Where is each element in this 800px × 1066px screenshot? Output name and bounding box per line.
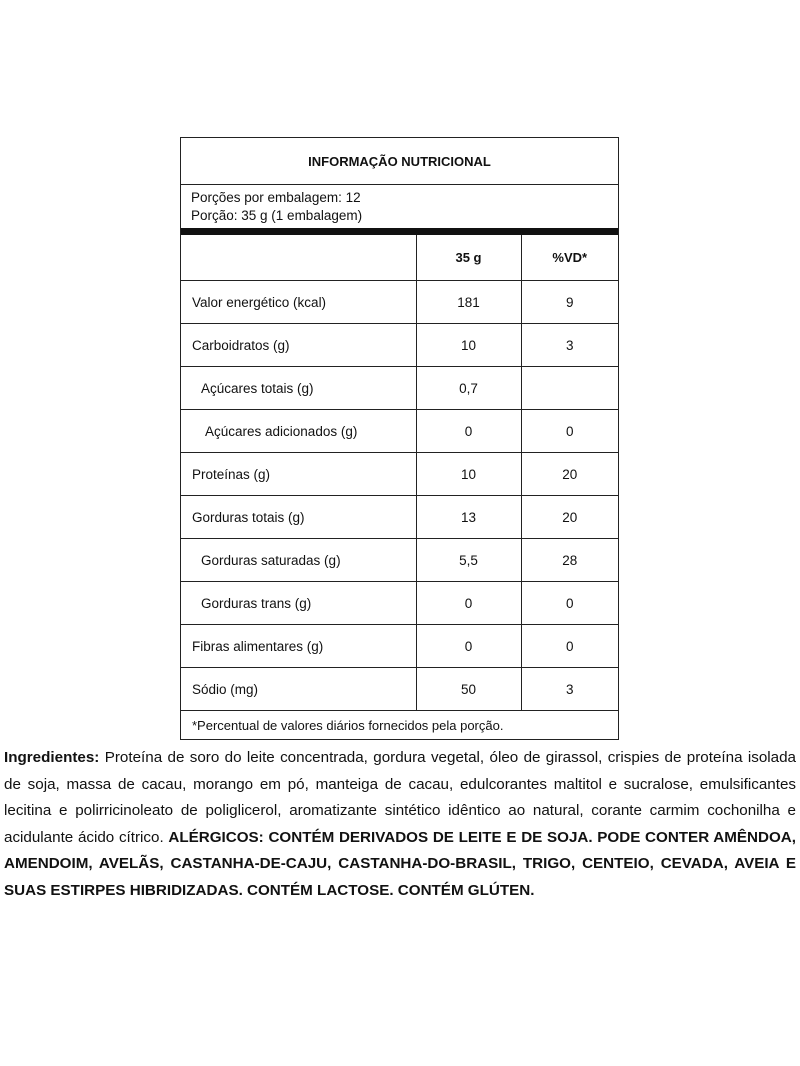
table-row [181, 367, 618, 410]
table-row [181, 281, 618, 324]
ingredients-heading: Ingredientes: [4, 749, 100, 766]
nutrition-facts-label [180, 137, 619, 740]
nutrient-amount: 50 [416, 668, 521, 711]
nutrient-name: Açúcares totais (g) [181, 367, 416, 410]
nutrient-amount: 0 [416, 582, 521, 625]
nutrient-amount: 181 [416, 281, 521, 324]
nutrient-name: Fibras alimentares (g) [181, 625, 416, 668]
table-row [181, 539, 618, 582]
servings-per-package: Porções por embalagem: 12 [191, 190, 361, 205]
table-row [181, 496, 618, 539]
nutrition-table [181, 235, 618, 711]
nutrient-dv: 0 [521, 582, 618, 625]
nutrient-amount: 10 [416, 453, 521, 496]
nutrient-dv: 20 [521, 496, 618, 539]
column-header-amount: 35 g [416, 235, 521, 281]
nutrient-amount: 13 [416, 496, 521, 539]
allergens-statement: ALÉRGICOS: CONTÉM DERIVADOS DE LEITE E DE SOJA. PODE CONTER AMÊNDOA, AMENDOIM, AVELÃS, CASTANHA-DE-CAJU, CASTANHA-DO-BRASIL, TRIGO, CENTEIO, CEVADA, AVEIA E SUAS ESTIRPES HIBRIDIZADAS. CONTÉM LACTOSE. CONTÉM GLÚTEN. [4, 828, 796, 899]
table-row [181, 582, 618, 625]
nutrient-amount: 10 [416, 324, 521, 367]
nutrient-dv: 28 [521, 539, 618, 582]
nutrient-amount: 0 [416, 410, 521, 453]
serving-info [181, 185, 618, 235]
table-row [181, 324, 618, 367]
nutrient-name: Valor energético (kcal) [181, 281, 416, 324]
nutrient-dv: 3 [521, 668, 618, 711]
column-header-dv: %VD* [521, 235, 618, 281]
table-row [181, 453, 618, 496]
table-row [181, 668, 618, 711]
nutrient-amount: 0 [416, 625, 521, 668]
nutrient-name: Açúcares adicionados (g) [181, 410, 416, 453]
dv-footnote: *Percentual de valores diários fornecidos pela porção. [192, 717, 504, 733]
nutrient-dv: 9 [521, 281, 618, 324]
nutrient-name: Carboidratos (g) [181, 324, 416, 367]
nutrient-amount: 0,7 [416, 367, 521, 410]
table-row [181, 410, 618, 453]
nutrient-dv [521, 367, 618, 410]
label-title: INFORMAÇÃO NUTRICIONAL [181, 138, 618, 185]
table-header-row [181, 235, 618, 281]
nutrient-dv: 3 [521, 324, 618, 367]
column-header-nutrient [181, 235, 416, 281]
nutrient-name: Proteínas (g) [181, 453, 416, 496]
table-row [181, 625, 618, 668]
nutrient-name: Gorduras trans (g) [181, 582, 416, 625]
nutrient-dv: 0 [521, 625, 618, 668]
nutrient-dv: 20 [521, 453, 618, 496]
nutrient-dv: 0 [521, 410, 618, 453]
nutrient-name: Sódio (mg) [181, 668, 416, 711]
nutrient-name: Gorduras saturadas (g) [181, 539, 416, 582]
nutrient-amount: 5,5 [416, 539, 521, 582]
nutrient-name: Gorduras totais (g) [181, 496, 416, 539]
serving-size: Porção: 35 g (1 embalagem) [191, 208, 363, 223]
ingredients-list: Proteína de soro do leite concentrada, gordura vegetal, óleo de girassol, crispies de proteína isolada de soja, massa de cacau, morango em pó, manteiga de cacau, edulcorantes maltitol e sucralose, emulsificantes lecitina e polirricinoleato de poliglicerol, aromatizante sintético idêntico ao natural, corante carmim cochonilha e acidulante ácido cítrico. [4, 749, 796, 846]
ingredients-paragraph [4, 745, 796, 905]
